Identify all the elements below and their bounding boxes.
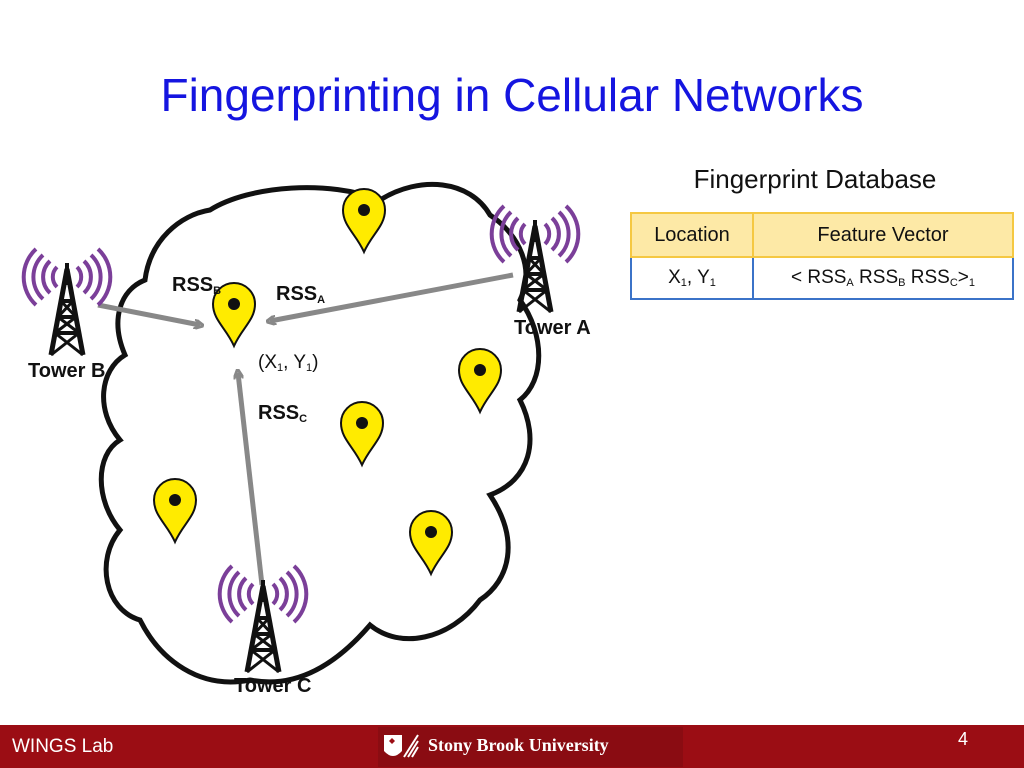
tower-a-label: Tower A: [514, 317, 591, 339]
university-name: Stony Brook University: [428, 735, 609, 755]
tower-c-label: Tower C: [234, 675, 312, 697]
rss-c-label: $RSS_C$: [258, 402, 308, 425]
column-header-location: Location: [631, 213, 753, 257]
fingerprint-db-title: Fingerprint Database: [693, 164, 937, 194]
rss-a-label: $RSS_A$: [276, 283, 326, 306]
target-coordinates: ($X_1$, $Y_1$): [258, 352, 319, 374]
university-logo-icon: [380, 731, 420, 763]
column-header-feature-vector: Feature Vector: [753, 213, 1013, 257]
tower-b-icon: [24, 249, 111, 355]
cell-location: $X_1$, $Y_1$: [631, 257, 753, 299]
cell-feature-vector: < $RSS_A$ $RSS_B$ $RSS_C>_1$: [753, 257, 1013, 299]
page-number: 4: [958, 729, 969, 749]
slide-title: Fingerprinting in Cellular Networks: [160, 69, 864, 121]
table-row: [631, 257, 1013, 299]
lab-name: WINGS Lab: [12, 736, 114, 757]
rss-b-label: $RSS_B$: [172, 274, 222, 297]
fingerprint-db-table: [630, 212, 1014, 300]
tower-b-label: Tower B: [28, 360, 106, 382]
coverage-cloud: [101, 184, 539, 682]
